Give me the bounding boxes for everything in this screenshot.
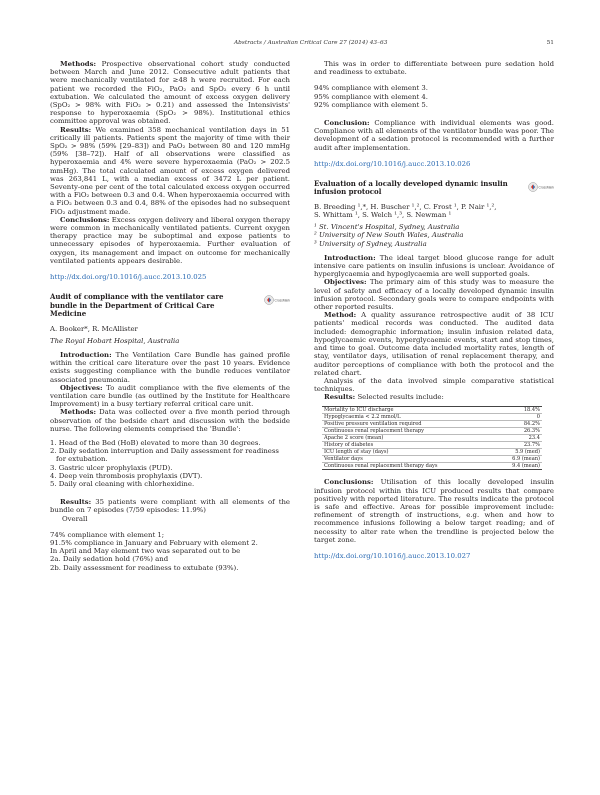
list-item: 5. Daily oral cleaning with chlorhexidine. <box>50 479 195 488</box>
table-row <box>322 427 542 434</box>
abs2-continued: This was in order to differentiate between pure sedation hold and readiness to extubate. <box>314 60 554 77</box>
table-row <box>322 463 542 470</box>
abs1-methods: Methods: Prospective observational cohort study conducted between March and June 2012. Consecutive adult patients that were mechanically ventilated for ≥48 h were recruited. For each patient we recorded the FiO₂, PaO₂ and SpO₂ every 6 h until extubation. We calculated the amount of excess oxygen delivery (SpO₂ > 98% with FiO₂ > 0.21) and assessed the Intensivists' response to hyperoxaemia (SpO₂ > 98%). Institutional ethics committee approval was obtained. <box>50 60 290 126</box>
list-item: 1. Head of the Bed (HoB) elevated to more than 30 degrees. <box>50 438 261 447</box>
table-cell-value: 84.2% <box>523 420 540 427</box>
right-column <box>314 60 554 560</box>
page-number: 51 <box>546 40 554 46</box>
table-row <box>322 441 542 448</box>
abs3-objectives: Objectives: The primary aim of this study was to measure the level of safety and efficacy of a locally developed dynamic insulin infusion protocol. Secondary goals were to compare endpoints with other reported results. <box>314 278 554 312</box>
crossmark-icon[interactable] <box>528 180 552 194</box>
table-cell-value: 26.3% <box>523 427 540 434</box>
list-item: 2. Daily sedation interruption and Daily assessment for readiness for extubation. <box>50 447 279 464</box>
table-cell-value: 18.4% <box>523 406 540 413</box>
abs3-authors-line1: B. Breeding ¹,*, H. Buscher ¹,², C. Frost ¹, P. Nair ¹,², <box>314 202 497 211</box>
table-cell-value: 0 <box>536 413 540 420</box>
journal-citation: Abstracts / Australian Critical Care 27 (2014) 43–63 <box>234 40 388 46</box>
list-item: 3. Gastric ulcer prophylaxis (PUD). <box>50 463 173 472</box>
table-row <box>322 420 542 427</box>
abs3-affiliations <box>314 223 554 248</box>
abs2-methods: Methods: Data was collected over a five month period through observation of the bedside chart and discussion with the bedside nurse. The following elements comprised the 'Bundle': <box>50 408 290 433</box>
svg-text:CrossMark: CrossMark <box>274 298 290 303</box>
abs2-affiliation: The Royal Hobart Hospital, Australia <box>50 336 180 345</box>
list-item: 74% compliance with element 1; <box>50 530 165 539</box>
results-table <box>322 406 542 471</box>
table-row <box>322 434 542 441</box>
table-cell-label: Positive pressure ventilation required <box>324 420 422 427</box>
list-item: 91.5% compliance in January and February with element 2. <box>50 538 258 547</box>
abs2-results: Results: 35 patients were compliant with all elements of the bundle on 7 episodes (7/59 episodes: 11.9%) <box>50 498 290 515</box>
abs2-overall: Overall <box>62 514 88 523</box>
abs1-conclusions: Conclusions: Excess oxygen delivery and liberal oxygen therapy were common in mechanically ventilated patients. Current oxygen therapy practice may be suboptimal and expose patients to unnecessary episodes of hyperoxaemia. Further evaluation of oxygen, its management and impact on outcome for mechanically ventilated patients appears desirable. <box>50 215 290 265</box>
list-item: 95% compliance with element 4. <box>314 92 428 101</box>
abs1-doi-link[interactable]: http://dx.doi.org/10.1016/j.aucc.2013.10.025 <box>50 273 207 282</box>
bundle-list <box>50 439 290 488</box>
list-item: 2a. Daily sedation hold (76%) and <box>50 555 169 564</box>
abs3-results: Results: Selected results include: <box>324 393 444 402</box>
table-cell-label: History of diabetes <box>324 441 374 448</box>
list-item: 92% compliance with element 5. <box>314 100 428 109</box>
abs2-introduction: Introduction: The Ventilation Care Bundle has gained profile within the critical care literature over the past 10 years. Evidence exists suggesting compliance with the bundle reduces ventilator associated pneumonia. <box>50 350 290 384</box>
list-item: 4. Deep vein thrombosis prophylaxis (DVT). <box>50 471 203 480</box>
list-item: ² University of New South Wales, Australia <box>314 231 464 240</box>
table-cell-value: 23.4 <box>528 434 540 441</box>
abs2-title: Audit of compliance with the ventilator care bundle in the Department of Critical Care Medicine <box>50 292 224 319</box>
abs1-results: Results: We examined 358 mechanical ventilation days in 51 critically ill patients. Patients spent the majority of time with their SpO₂ > 98% (59% [29–83]) and PaO₂ between 80 and 120 mmHg (59% [38–72]). Half of all observations were classified as hyperoxaemia and 4% were severe hyperoxaemia (PaO₂ > 202.5 mmHg). The total calculated amount of excess oxygen delivered was 263,841 L, with a median excess of 3472 L per patient. Seventy-one per cent of the total calculated excess oxygen occurred with a FiO₂ between 0.3 and 0.4. When hyperoxaemia occurred with a FiO₂ between 0.3 and 0.4, 88% of the episodes had no subsequent FiO₂ adjustment made. <box>50 125 290 216</box>
compliance-list-cont <box>314 84 554 109</box>
list-item: ³ University of Sydney, Australia <box>314 239 427 248</box>
abs2-authors: A. Booker*, R. McAllister <box>50 324 138 333</box>
table-cell-label: Mortality to ICU discharge <box>324 406 394 413</box>
crossmark-icon[interactable] <box>264 293 288 307</box>
table-row <box>322 413 542 420</box>
compliance-list <box>50 531 290 572</box>
left-column <box>50 60 290 572</box>
abs3-conclusions: Conclusions: Utilisation of this locally developed insulin infusion protocol within this ICU produced results that compare positively with reported literature. The results indicate the protocol is safe and effective. Areas for possible improvement include: refinement of strength of instructions, e.g. when and how to recommence infusions following a below target reading; and of necessity to alter rate when the trendline is projected below the target zone. <box>314 478 554 544</box>
table-cell-label: Hypoglycaemia < 2.2 mmol/L <box>324 413 401 420</box>
abs3-method: Method: A quality assurance retrospective audit of 38 ICU patients' medical records was conducted. The audited data included: demographic information; insulin infusion related data, hypoglycaemic events, hyperglycaemic events, start and stop times, and time to goal. Outcome data included mortality rates, length of stay, ventilator days, utilisation of renal replacement therapy, and auditor perceptions of compliance with both the protocol and the related chart. <box>314 311 554 377</box>
list-item: 2b. Daily assessment for readiness to extubate (93%). <box>50 563 239 572</box>
list-item: In April and May element two was separated out to be <box>50 547 241 556</box>
table-cell-value: 5.9 (med) <box>515 449 540 456</box>
abs3-doi-link[interactable]: http://dx.doi.org/10.1016/j.aucc.2013.10.027 <box>314 551 471 560</box>
list-item: ¹ St. Vincent's Hospital, Sydney, Australia <box>314 223 460 232</box>
abs2-doi-link[interactable]: http://dx.doi.org/10.1016/j.aucc.2013.10.026 <box>314 159 471 168</box>
abs2-conclusion: Conclusion: Compliance with individual elements was good. Compliance with all elements of the ventilator bundle was poor. The development of a sedation protocol is recommended with a further audit after implementation. <box>314 119 554 152</box>
abs3-authors-line2: S. Whittam ¹, S. Welch ¹,³, S. Newman ¹ <box>314 211 452 220</box>
table-cell-label: Ventilator days <box>324 456 363 463</box>
table-cell-label: Continuous renal replacement therapy days <box>324 463 438 470</box>
table-cell-value: 9.4 (mean) <box>512 463 540 470</box>
table-cell-value: 23.7% <box>523 441 540 448</box>
table-row <box>322 406 542 413</box>
abs3-analysis: Analysis of the data involved simple comparative statistical techniques. <box>314 376 554 394</box>
list-item: 94% compliance with element 3. <box>314 84 428 93</box>
svg-text:CrossMark: CrossMark <box>538 185 554 190</box>
abs3-title-row <box>314 180 554 197</box>
abs2-objectives: Objectives: To audit compliance with the five elements of the ventilation care bundle (as outlined by the Institute for Healthcare Improvement) in a busy tertiary referral critical care unit. <box>50 383 290 409</box>
abs2-title-row <box>50 293 290 318</box>
abs3-title: Evaluation of a locally developed dynamic insulin infusion protocol <box>314 179 508 197</box>
table-cell-label: ICU length of stay (days) <box>324 449 389 456</box>
table-cell-label: Apache 2 score (mean) <box>324 434 384 441</box>
table-row <box>322 449 542 456</box>
abs3-introduction: Introduction: The ideal target blood glucose range for adult intensive care patients on insulin infusions is unclear. Avoidance of hyperglycaemia and hypoglycaemia are well supported goals. <box>314 253 554 279</box>
table-cell-label: Continuous renal replacement therapy <box>324 427 425 434</box>
table-row <box>322 456 542 463</box>
table-cell-value: 6.9 (mean) <box>512 456 540 463</box>
